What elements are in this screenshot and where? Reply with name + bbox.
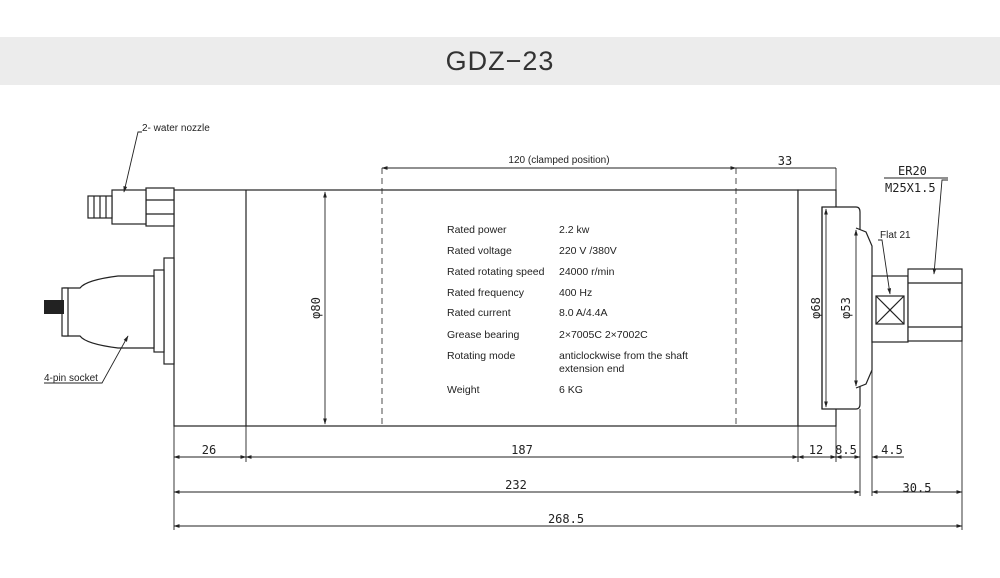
dim-187-text: 187 xyxy=(511,443,533,457)
spec-value: 8.0 A/4.4A xyxy=(559,307,608,319)
collet-nut xyxy=(908,269,962,341)
spec-value: 220 V /380V xyxy=(559,245,617,257)
dim-4-5-text: 4.5 xyxy=(881,443,903,457)
spec-label: Rated current xyxy=(447,307,511,319)
dim-30-5-text: 30.5 xyxy=(902,481,932,495)
spec-value: 2.2 kw xyxy=(559,224,590,236)
spec-label: Rotating mode xyxy=(447,350,516,362)
thread-label: M25X1.5 xyxy=(885,181,936,195)
spec-label: Rated frequency xyxy=(447,287,525,299)
phi53-text: φ53 xyxy=(839,297,853,319)
phi68-text: φ68 xyxy=(809,297,823,319)
spec-value: 400 Hz xyxy=(559,287,593,299)
dim-12-text: 12 xyxy=(808,443,824,457)
collet-label: ER20 xyxy=(898,164,927,178)
page-title: GDZ−23 xyxy=(445,46,555,76)
water-nozzle-leader xyxy=(124,132,142,192)
spec-value: 24000 r/min xyxy=(559,266,615,278)
spec-label: Grease bearing xyxy=(447,329,520,341)
socket-cable xyxy=(44,300,64,314)
spec-label: Weight xyxy=(447,384,480,396)
water-nozzle-label: 2- water nozzle xyxy=(142,123,210,134)
dim-8-5-text: 8.5 xyxy=(835,443,857,457)
flat-label: Flat 21 xyxy=(880,230,911,241)
dim-26-text: 26 xyxy=(201,443,217,457)
spec-value: anticlockwise from the shaft xyxy=(559,350,688,362)
water-nozzle-nut xyxy=(112,190,146,224)
thread-leader xyxy=(934,180,948,274)
spec-label: Rated voltage xyxy=(447,245,512,257)
spec-value: 6 KG xyxy=(559,384,583,396)
spec-label: Rated rotating speed xyxy=(447,266,545,278)
spec-value-continued: extension end xyxy=(559,363,625,375)
socket-label: 4-pin socket xyxy=(44,373,98,384)
dim-120-text: 120 (clamped position) xyxy=(508,155,610,166)
spec-value: 2×7005C 2×7002C xyxy=(559,329,648,341)
socket-flange xyxy=(164,258,174,364)
water-nozzle-block xyxy=(146,188,174,226)
dim-33-text: 33 xyxy=(777,154,793,168)
flange-step xyxy=(856,228,872,388)
phi80-text: φ80 xyxy=(309,297,323,319)
socket-body xyxy=(64,276,154,348)
socket-ring xyxy=(154,270,164,352)
dim-232-text: 232 xyxy=(505,478,527,492)
spec-label: Rated power xyxy=(447,224,507,236)
dim-268-5-text: 268.5 xyxy=(547,512,585,526)
